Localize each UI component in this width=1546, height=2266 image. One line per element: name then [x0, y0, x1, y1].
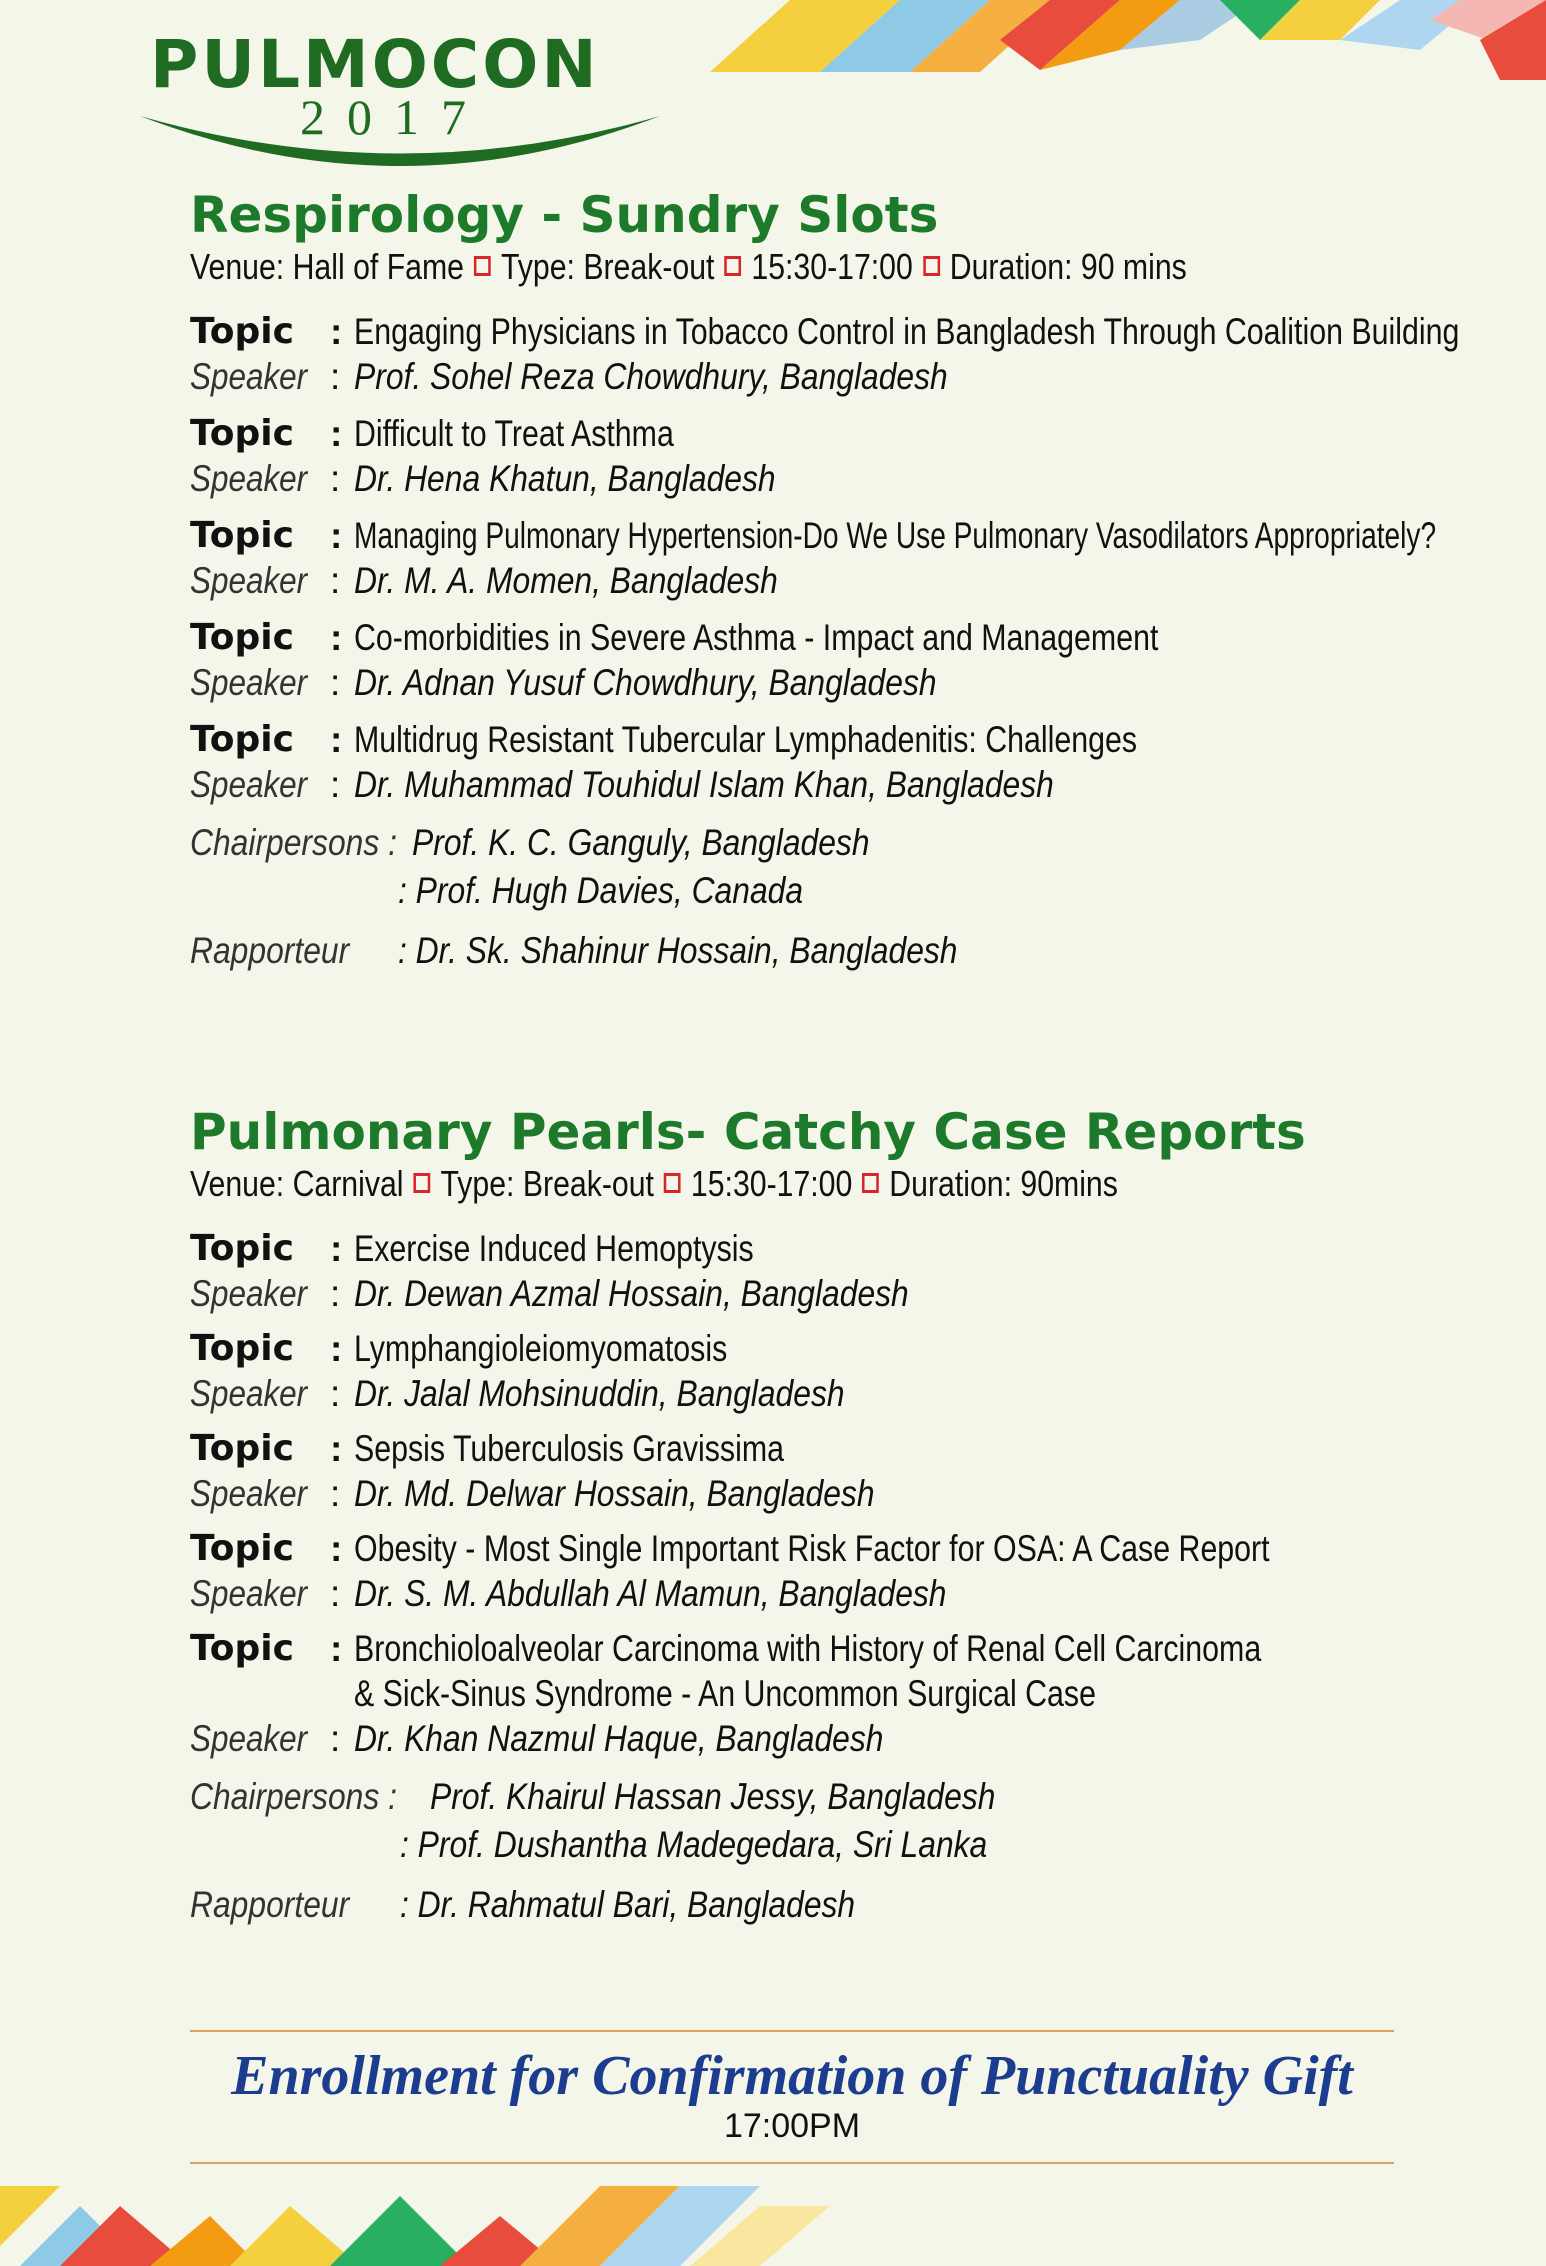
- speaker-name: Prof. Sohel Reza Chowdhury, Bangladesh: [354, 356, 948, 397]
- chairpersons-cont: [190, 1821, 1420, 1869]
- speaker-name: Dr. S. M. Abdullah Al Mamun, Bangladesh: [354, 1573, 947, 1614]
- chairpersons-label: Chairpersons :: [190, 1776, 397, 1817]
- speaker-label: Speaker: [190, 1273, 308, 1314]
- topic-title: Engaging Physicians in Tobacco Control in Bangladesh Through Coalition Building: [354, 311, 1460, 352]
- enrollment-banner: [190, 2030, 1394, 2164]
- logo-wordmark: PULMOCON: [150, 26, 600, 103]
- enrollment-time: 17:00PM: [723, 2107, 861, 2145]
- topic-label: Topic: [190, 311, 294, 352]
- talk: Topic : Multidrug Resistant Tubercular Lymphadenitis: Challenges Speaker : Dr. Muhammad Touhidul Islam Khan, Bangladesh: [190, 719, 1138, 805]
- speaker-label: Speaker: [190, 764, 308, 805]
- topic-label: Topic: [190, 1528, 294, 1569]
- time: 15:30-17:00: [751, 246, 913, 287]
- separator-box-icon: [923, 256, 940, 276]
- topic-label: Topic: [190, 1628, 294, 1669]
- talk: Topic : Bronchioloalveolar Carcinoma with History of Renal Cell Carcinoma & Sick-Sinus Syndrome - An Uncommon Surgical Case Speaker : Dr. Khan Nazmul Haque, Bangladesh: [190, 1628, 1262, 1759]
- rapporteur-label: Rapporteur: [190, 1884, 350, 1925]
- topic-label: Topic: [190, 1428, 294, 1469]
- session-respirology: [190, 185, 1460, 975]
- speaker-label: Speaker: [190, 1718, 308, 1759]
- talk: Topic : Lymphangioleiomyomatosis Speaker : Dr. Jalal Mohsinuddin, Bangladesh: [190, 1328, 845, 1414]
- top-decoration: [700, 0, 1546, 80]
- session-title: Pulmonary Pearls- Catchy Case Reports: [190, 1103, 1306, 1161]
- speaker-name: Dr. Jalal Mohsinuddin, Bangladesh: [354, 1373, 845, 1414]
- separator-box-icon: [862, 1173, 879, 1193]
- speaker-name: Dr. M. A. Momen, Bangladesh: [354, 560, 778, 601]
- talk: Topic : Obesity - Most Single Important Risk Factor for OSA: A Case Report Speaker : Dr. S. M. Abdullah Al Mamun, Bangladesh: [190, 1528, 1270, 1614]
- speaker-label: Speaker: [190, 1573, 308, 1614]
- separator-box-icon: [664, 1173, 681, 1193]
- chairperson-name: Prof. K. C. Ganguly, Bangladesh: [412, 822, 870, 863]
- session-venue-line: [190, 245, 1223, 289]
- topic-label: Topic: [190, 1228, 294, 1269]
- speaker-label: Speaker: [190, 1473, 308, 1514]
- logo-year: 2017: [300, 89, 488, 145]
- speaker-label: Speaker: [190, 1373, 308, 1414]
- chairperson-name: Prof. Khairul Hassan Jessy, Bangladesh: [430, 1776, 996, 1817]
- duration: Duration: 90 mins: [949, 246, 1187, 287]
- topic-title: Lymphangioleiomyomatosis: [354, 1328, 728, 1369]
- topic-title: Co-morbidities in Severe Asthma - Impact and Management: [354, 617, 1159, 658]
- rapporteur-label: Rapporteur: [190, 930, 350, 971]
- venue: Venue: Carnival: [190, 1163, 404, 1204]
- topic-title: Exercise Induced Hemoptysis: [354, 1228, 754, 1269]
- speaker-label: Speaker: [190, 662, 308, 703]
- topic-title: Bronchioloalveolar Carcinoma with History of Renal Cell Carcinoma: [354, 1628, 1262, 1669]
- topic-title: Managing Pulmonary Hypertension-Do We Use Pulmonary Vasodilators Appropriately?: [354, 515, 1437, 556]
- time: 15:30-17:00: [690, 1163, 853, 1204]
- session-venue-line: [190, 1162, 1223, 1206]
- rapporteur-name: : Dr. Sk. Shahinur Hossain, Bangladesh: [398, 930, 958, 971]
- type: Type: Break-out: [440, 1163, 654, 1204]
- duration: Duration: 90mins: [889, 1163, 1118, 1204]
- separator-box-icon: [725, 256, 742, 276]
- topic-title: Multidrug Resistant Tubercular Lymphadenitis: Challenges: [354, 719, 1138, 760]
- talk: Topic : Engaging Physicians in Tobacco Control in Bangladesh Through Coalition Building Speaker : Prof. Sohel Reza Chowdhury, Bangladesh: [190, 311, 1460, 397]
- session-pulmonary-pearls: [190, 1102, 1420, 1929]
- topic-label: Topic: [190, 617, 294, 658]
- speaker-name: Dr. Hena Khatun, Bangladesh: [354, 458, 776, 499]
- enrollment-title: Enrollment for Confirmation of Punctuality Gift: [231, 2045, 1353, 2107]
- topic-title-cont: & Sick-Sinus Syndrome - An Uncommon Surgical Case: [354, 1673, 1096, 1714]
- type: Type: Break-out: [500, 246, 715, 287]
- speaker-name: Dr. Khan Nazmul Haque, Bangladesh: [354, 1718, 884, 1759]
- topic-label: Topic: [190, 515, 294, 556]
- topic-label: Topic: [190, 1328, 294, 1369]
- topic-title: Difficult to Treat Asthma: [354, 413, 674, 454]
- chairpersons: [190, 1773, 1420, 1821]
- chairpersons-cont: [190, 867, 1420, 915]
- separator-box-icon: [474, 256, 491, 276]
- chairperson-name: : Prof. Hugh Davies, Canada: [398, 870, 804, 911]
- talk: Topic : Co-morbidities in Severe Asthma - Impact and Management Speaker : Dr. Adnan Yusuf Chowdhury, Bangladesh: [190, 617, 1159, 703]
- speaker-name: Dr. Muhammad Touhidul Islam Khan, Bangladesh: [354, 764, 1054, 805]
- topic-label: Topic: [190, 413, 294, 454]
- topic-label: Topic: [190, 719, 294, 760]
- speaker-name: Dr. Md. Delwar Hossain, Bangladesh: [354, 1473, 875, 1514]
- talk: Topic : Sepsis Tuberculosis Gravissima Speaker : Dr. Md. Delwar Hossain, Bangladesh: [190, 1428, 875, 1514]
- talk: Topic : Exercise Induced Hemoptysis Speaker : Dr. Dewan Azmal Hossain, Bangladesh: [190, 1228, 909, 1314]
- rapporteur: [190, 1881, 1420, 1929]
- topic-title: Sepsis Tuberculosis Gravissima: [354, 1428, 784, 1469]
- chairperson-name: : Prof. Dushantha Madegedara, Sri Lanka: [400, 1824, 988, 1865]
- topic-title: Obesity - Most Single Important Risk Factor for OSA: A Case Report: [354, 1528, 1270, 1569]
- session-title: Respirology - Sundry Slots: [190, 186, 939, 244]
- venue: Venue: Hall of Fame: [190, 246, 464, 287]
- chairpersons: [190, 819, 1420, 867]
- rapporteur-name: : Dr. Rahmatul Bari, Bangladesh: [400, 1884, 856, 1925]
- talk: Topic : Difficult to Treat Asthma Speaker : Dr. Hena Khatun, Bangladesh: [190, 413, 776, 499]
- speaker-name: Dr. Adnan Yusuf Chowdhury, Bangladesh: [354, 662, 937, 703]
- speaker-label: Speaker: [190, 560, 308, 601]
- chairpersons-label: Chairpersons :: [190, 822, 397, 863]
- separator-box-icon: [414, 1173, 431, 1193]
- pulmocon-logo: [140, 26, 660, 166]
- talk: Topic : Managing Pulmonary Hypertension-Do We Use Pulmonary Vasodilators Appropriately? Speaker : Dr. M. A. Momen, Bangladesh: [190, 515, 1437, 601]
- rapporteur: [190, 927, 1420, 975]
- speaker-label: Speaker: [190, 356, 308, 397]
- speaker-label: Speaker: [190, 458, 308, 499]
- speaker-name: Dr. Dewan Azmal Hossain, Bangladesh: [354, 1273, 909, 1314]
- bottom-decoration: [0, 2186, 846, 2266]
